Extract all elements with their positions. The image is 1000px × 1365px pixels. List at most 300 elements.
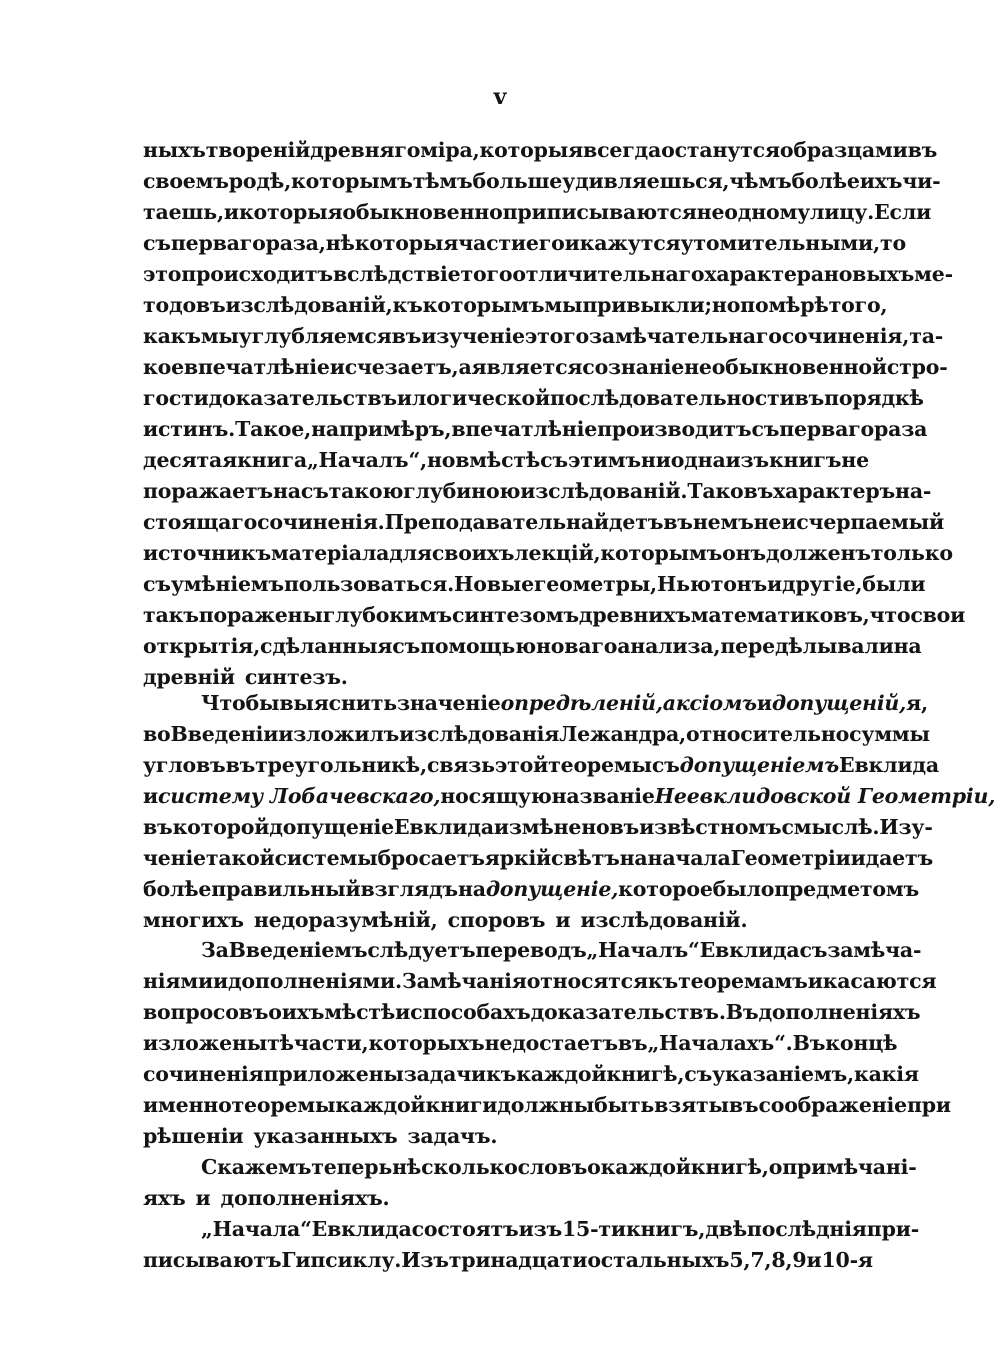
text-line (143, 781, 996, 812)
text-line (143, 812, 933, 843)
word: значеніе (396, 691, 501, 715)
word: съ (651, 753, 680, 777)
word: не (696, 200, 725, 224)
word: больше (472, 169, 563, 193)
word: Неевклидовской Геометріи, (654, 784, 996, 808)
word: и (396, 386, 412, 410)
word: названіе (551, 784, 655, 808)
word: споровъ (447, 908, 546, 932)
word: Евклида (311, 1217, 412, 1241)
text-line (143, 631, 922, 662)
word: чи- (902, 169, 941, 193)
word: своемъ (143, 169, 229, 193)
word: перваго (170, 231, 266, 255)
word: Чтобы (201, 691, 280, 715)
text-line (143, 1183, 863, 1214)
word: синтезомъ (451, 603, 579, 627)
word: своихъ (431, 541, 515, 565)
word: передѣлывали (720, 634, 894, 658)
word: каждой (335, 1093, 426, 1117)
word: Гипсиклу. (281, 1248, 402, 1272)
word: связь (426, 753, 495, 777)
word: на- (895, 479, 932, 503)
word: Скажемъ (201, 1155, 312, 1179)
word: въ (794, 386, 825, 410)
word: геометры, (533, 572, 657, 596)
word: что (869, 603, 911, 627)
word: каждой (600, 1155, 691, 1179)
word: неисчерпаемый (753, 510, 945, 534)
text-line (143, 445, 869, 476)
word: свѣтъ (551, 846, 620, 870)
word: съ (684, 1062, 713, 1086)
word: новаго (535, 634, 618, 658)
word: другіе, (782, 572, 863, 596)
word: поражаетъ (143, 479, 273, 503)
word: быть (594, 1093, 655, 1117)
word: и (212, 969, 228, 993)
word: примѣчані- (782, 1155, 917, 1179)
word: бросаетъ (377, 846, 485, 870)
word: остальныхъ (587, 1248, 730, 1272)
word: матеріала (271, 541, 390, 565)
word: двѣ (705, 1217, 747, 1241)
word: 10-я (821, 1248, 873, 1272)
word: Преподаватель (384, 510, 567, 534)
word: 5, (729, 1248, 751, 1272)
word: къ (392, 293, 423, 317)
word: ніями (143, 969, 213, 993)
word: производитъ (597, 417, 752, 441)
word: мы (200, 324, 239, 348)
word: „Начала“ (201, 1217, 312, 1241)
word: и (756, 691, 772, 715)
word: части (458, 231, 526, 255)
word: сочиненія, (781, 324, 910, 348)
text-line (143, 719, 930, 750)
word: болѣе (143, 877, 212, 901)
word: такой (205, 846, 275, 870)
word: тринадцати (448, 1248, 588, 1272)
word: помощью (420, 634, 536, 658)
word: при- (866, 1217, 920, 1241)
word: теоремамъ (678, 969, 808, 993)
word: допущеній, (771, 691, 907, 715)
word: и (564, 231, 580, 255)
word: я, (906, 691, 928, 715)
word: въ (907, 138, 938, 162)
word: на (457, 877, 486, 901)
word: состоятъ (411, 1217, 519, 1241)
word: именно (143, 1093, 232, 1117)
word: слѣдуетъ (367, 938, 476, 962)
word: глубокимъ (322, 603, 452, 627)
text-line (143, 905, 863, 936)
word: Замѣчанія (401, 969, 527, 993)
word: этимъ (567, 448, 641, 472)
word: удивляешься, (562, 169, 730, 193)
word: обыкновенно (342, 200, 503, 224)
word: книгѣ, (690, 1155, 769, 1179)
word: извѣстномъ (639, 815, 782, 839)
word: съ (143, 231, 171, 255)
word: онъ (722, 541, 766, 565)
word: происходитъ (181, 262, 333, 286)
word: углубляемся (238, 324, 392, 348)
word: Евклида (393, 815, 494, 839)
word: суммы (849, 722, 930, 746)
word: во (143, 722, 171, 746)
word: и (395, 1000, 411, 1024)
word: привыкли; (582, 293, 712, 317)
text-line (143, 352, 948, 383)
word: Евклида (699, 938, 800, 962)
word: части, (293, 1031, 369, 1055)
word: съ (392, 634, 421, 658)
word: стро- (886, 355, 948, 379)
word: Изу- (879, 815, 933, 839)
word: ныхъ (143, 138, 206, 162)
word: поражены (198, 603, 323, 627)
word: древній (143, 665, 235, 689)
word: взяты (654, 1093, 729, 1117)
word: Такое, (235, 417, 312, 441)
word: должны (497, 1093, 595, 1117)
word: ме- (914, 262, 953, 286)
word: съ (143, 572, 171, 596)
word: характера (704, 262, 824, 286)
word: останутся (661, 138, 780, 162)
word: глубиною (403, 479, 521, 503)
word: логической (411, 386, 551, 410)
word: является (471, 355, 583, 379)
body-paragraph (143, 688, 996, 936)
word: касаются (822, 969, 937, 993)
word: открытія, (143, 634, 261, 658)
text-line (143, 166, 941, 197)
body-paragraph (143, 1214, 920, 1276)
word: такъ (143, 603, 199, 627)
body-paragraph (143, 935, 951, 1152)
text-line (143, 321, 944, 352)
text-line (143, 997, 921, 1028)
word: носящую (440, 784, 552, 808)
text-line (143, 688, 928, 719)
word: систему Лобачевскаго, (158, 784, 441, 808)
word: новыхъ (823, 262, 915, 286)
word: ченіе (143, 846, 206, 870)
word: изложены (143, 1031, 268, 1055)
word: Новые (454, 572, 534, 596)
word: За (201, 938, 229, 962)
word: которымъ (600, 541, 723, 565)
word: изслѣдованій, (225, 293, 393, 317)
word: угловъ (143, 753, 226, 777)
word: дополненіями. (227, 969, 402, 993)
word: было (712, 877, 775, 901)
word: гости (143, 386, 209, 410)
word: о (268, 1000, 282, 1024)
word: „Началъ“ (586, 938, 700, 962)
word: теоремы (548, 753, 652, 777)
word: Ньютонъ (657, 572, 768, 596)
word: такою (328, 479, 404, 503)
word: одному (724, 200, 811, 224)
word: были (862, 572, 926, 596)
word: измѣнено (493, 815, 610, 839)
word: указаніемъ, (712, 1062, 854, 1086)
word: то (879, 231, 906, 255)
word: каждой (516, 1062, 607, 1086)
word: какія (853, 1062, 919, 1086)
word: даетъ (865, 846, 934, 870)
word: изъ (725, 448, 769, 472)
word: Таковъ (687, 479, 774, 503)
word: изслѣдованія (399, 722, 560, 746)
text-line (143, 135, 938, 166)
word: тодовъ (143, 293, 226, 317)
word: допущеніе (269, 815, 394, 839)
word: концѣ (825, 1031, 898, 1055)
word: міра, (420, 138, 480, 162)
text-line (143, 1245, 873, 1276)
word: кое (143, 355, 184, 379)
word: ихъ (859, 169, 903, 193)
word: допущеніе, (485, 877, 619, 901)
word: только (870, 541, 953, 565)
text-line (143, 1121, 863, 1152)
word: приписываются (502, 200, 697, 224)
word: въ (143, 815, 173, 839)
word: которыхъ (368, 1031, 485, 1055)
word: необыкновенной (684, 355, 887, 379)
word: сознаніе (582, 355, 685, 379)
word: характеръ (773, 479, 896, 503)
word: задачъ. (407, 1124, 498, 1148)
word: вопросовъ (143, 1000, 269, 1024)
word: сочиненія. (257, 510, 385, 534)
word: послѣднія (746, 1217, 867, 1241)
word: тѣмъ (412, 169, 473, 193)
word: изслѣдованій. (520, 479, 688, 503)
word: правильный (211, 877, 361, 901)
word: которыя (238, 200, 343, 224)
word: долженъ (765, 541, 871, 565)
text-line (143, 843, 934, 874)
word: книга (237, 448, 307, 472)
word: на (893, 634, 922, 658)
text-line (143, 1028, 898, 1059)
word: твореній (205, 138, 311, 162)
text-line (143, 197, 932, 228)
text-line (143, 1090, 951, 1121)
word: недостаетъ (484, 1031, 618, 1055)
word: раза (874, 417, 928, 441)
word: таешь, (143, 200, 224, 224)
word: задачи (403, 1062, 487, 1086)
word: предметомъ (774, 877, 920, 901)
word: умѣніемъ (170, 572, 284, 596)
word: а (458, 355, 472, 379)
word: Введеніи (170, 722, 279, 746)
word: тѣ (267, 1031, 294, 1055)
word: послѣдовательности (550, 386, 795, 410)
word: одна (670, 448, 726, 472)
word: того (460, 262, 513, 286)
body-paragraph (143, 135, 966, 693)
word: и (767, 572, 783, 596)
word: которымъ (291, 169, 413, 193)
text-line (143, 259, 953, 290)
word: родѣ, (228, 169, 292, 193)
word: Лежандра, (559, 722, 686, 746)
word: которое (618, 877, 713, 901)
word: истинъ. (143, 417, 236, 441)
word: мѣрѣ (768, 293, 829, 317)
word: насъ (272, 479, 329, 503)
word: и (806, 1248, 822, 1272)
word: Введеніемъ (228, 938, 368, 962)
word: дополненіяхъ (758, 1000, 921, 1024)
word: выяснить (279, 691, 397, 715)
word: сдѣланныя (260, 634, 393, 658)
word: въ (617, 1031, 648, 1055)
word: какъ (143, 324, 201, 348)
word: и (195, 1186, 211, 1210)
word: яркій (484, 846, 552, 870)
word: Евклида (839, 753, 939, 777)
text-line (143, 290, 888, 321)
word: это (143, 262, 182, 286)
word: которымъ (422, 293, 545, 317)
word: чѣмъ (729, 169, 792, 193)
word: въ (609, 815, 640, 839)
word: допущеніемъ (679, 753, 840, 777)
word: Въ (792, 1031, 826, 1055)
text-line (143, 600, 966, 631)
word: къ (486, 1062, 517, 1086)
word: для (389, 541, 432, 565)
word: но (711, 293, 741, 317)
word: книгъ (768, 448, 842, 472)
word: многихъ (143, 908, 244, 932)
word: опредѣленій, (500, 691, 663, 715)
word: въ (391, 324, 422, 348)
word: о (768, 1155, 783, 1179)
word: впечатлѣніе (451, 417, 598, 441)
word: перваго (779, 417, 874, 441)
word: анализа, (617, 634, 721, 658)
word: нѣкоторыя (325, 231, 459, 255)
text-line (143, 414, 928, 445)
page-number: v (493, 84, 507, 110)
text-line (143, 966, 937, 997)
word: Въ (725, 1000, 759, 1024)
word: утомительными, (680, 231, 880, 255)
word: впечатлѣніе (183, 355, 330, 379)
word: взглядъ (360, 877, 458, 901)
word: изученіе (421, 324, 525, 348)
word: „Началахъ“. (647, 1031, 793, 1055)
word: кажутся (579, 231, 681, 255)
word: вмѣстѣ (455, 448, 541, 472)
word: лицу. (810, 200, 875, 224)
word: начала (647, 846, 731, 870)
word: найдетъ (566, 510, 664, 534)
word: дополненіяхъ. (220, 1186, 390, 1210)
word: болѣе (791, 169, 860, 193)
word: „Началъ“, (306, 448, 427, 472)
word: этого (524, 324, 589, 348)
word: отличительнаго (512, 262, 705, 286)
word: всегда (583, 138, 662, 162)
word: но (426, 448, 456, 472)
word: и (223, 200, 239, 224)
word: относятся (526, 969, 648, 993)
word: системы (274, 846, 378, 870)
text-line (143, 1152, 917, 1183)
word: при (906, 1093, 951, 1117)
word: нѣсколько (392, 1155, 518, 1179)
word: по (740, 293, 769, 317)
word: съ (751, 417, 780, 441)
word: 9 (792, 1248, 807, 1272)
text-line (143, 538, 953, 569)
word: книгъ, (625, 1217, 706, 1241)
word: съ (799, 938, 828, 962)
text-line (143, 1214, 920, 1245)
word: Если (874, 200, 932, 224)
word: раза, (265, 231, 326, 255)
text-line (143, 935, 922, 966)
word: къ (647, 969, 679, 993)
word: писываютъ (143, 1248, 282, 1272)
text-line (143, 507, 945, 538)
word: и (143, 784, 159, 808)
word: вслѣдствіе (332, 262, 461, 286)
word: недоразумѣній, (253, 908, 438, 932)
word: съ (540, 448, 568, 472)
word: изложилъ (278, 722, 400, 746)
word: древняго (310, 138, 421, 162)
word: математиковъ, (690, 603, 870, 627)
word: свои (910, 603, 966, 627)
word: въ (728, 1093, 759, 1117)
word: аксіомъ (662, 691, 757, 715)
word: и (807, 969, 823, 993)
word: пользоваться. (283, 572, 455, 596)
word: яхъ (143, 1186, 186, 1210)
word: о (587, 1155, 601, 1179)
word: напримѣръ, (311, 417, 452, 441)
text-line (143, 228, 906, 259)
word: относительно (685, 722, 850, 746)
word: теперь (311, 1155, 393, 1179)
word: сочиненія (143, 1062, 264, 1086)
word: изслѣдованій. (580, 908, 748, 932)
word: замѣча- (827, 938, 922, 962)
word: въ (663, 510, 693, 534)
word: образцами (779, 138, 908, 162)
word: ни (640, 448, 671, 472)
word: немъ (692, 510, 754, 534)
word: и (555, 908, 571, 932)
word: этой (494, 753, 549, 777)
word: его (525, 231, 565, 255)
word: порядкѣ (824, 386, 924, 410)
word: лекцій, (514, 541, 601, 565)
word: которыя (479, 138, 584, 162)
